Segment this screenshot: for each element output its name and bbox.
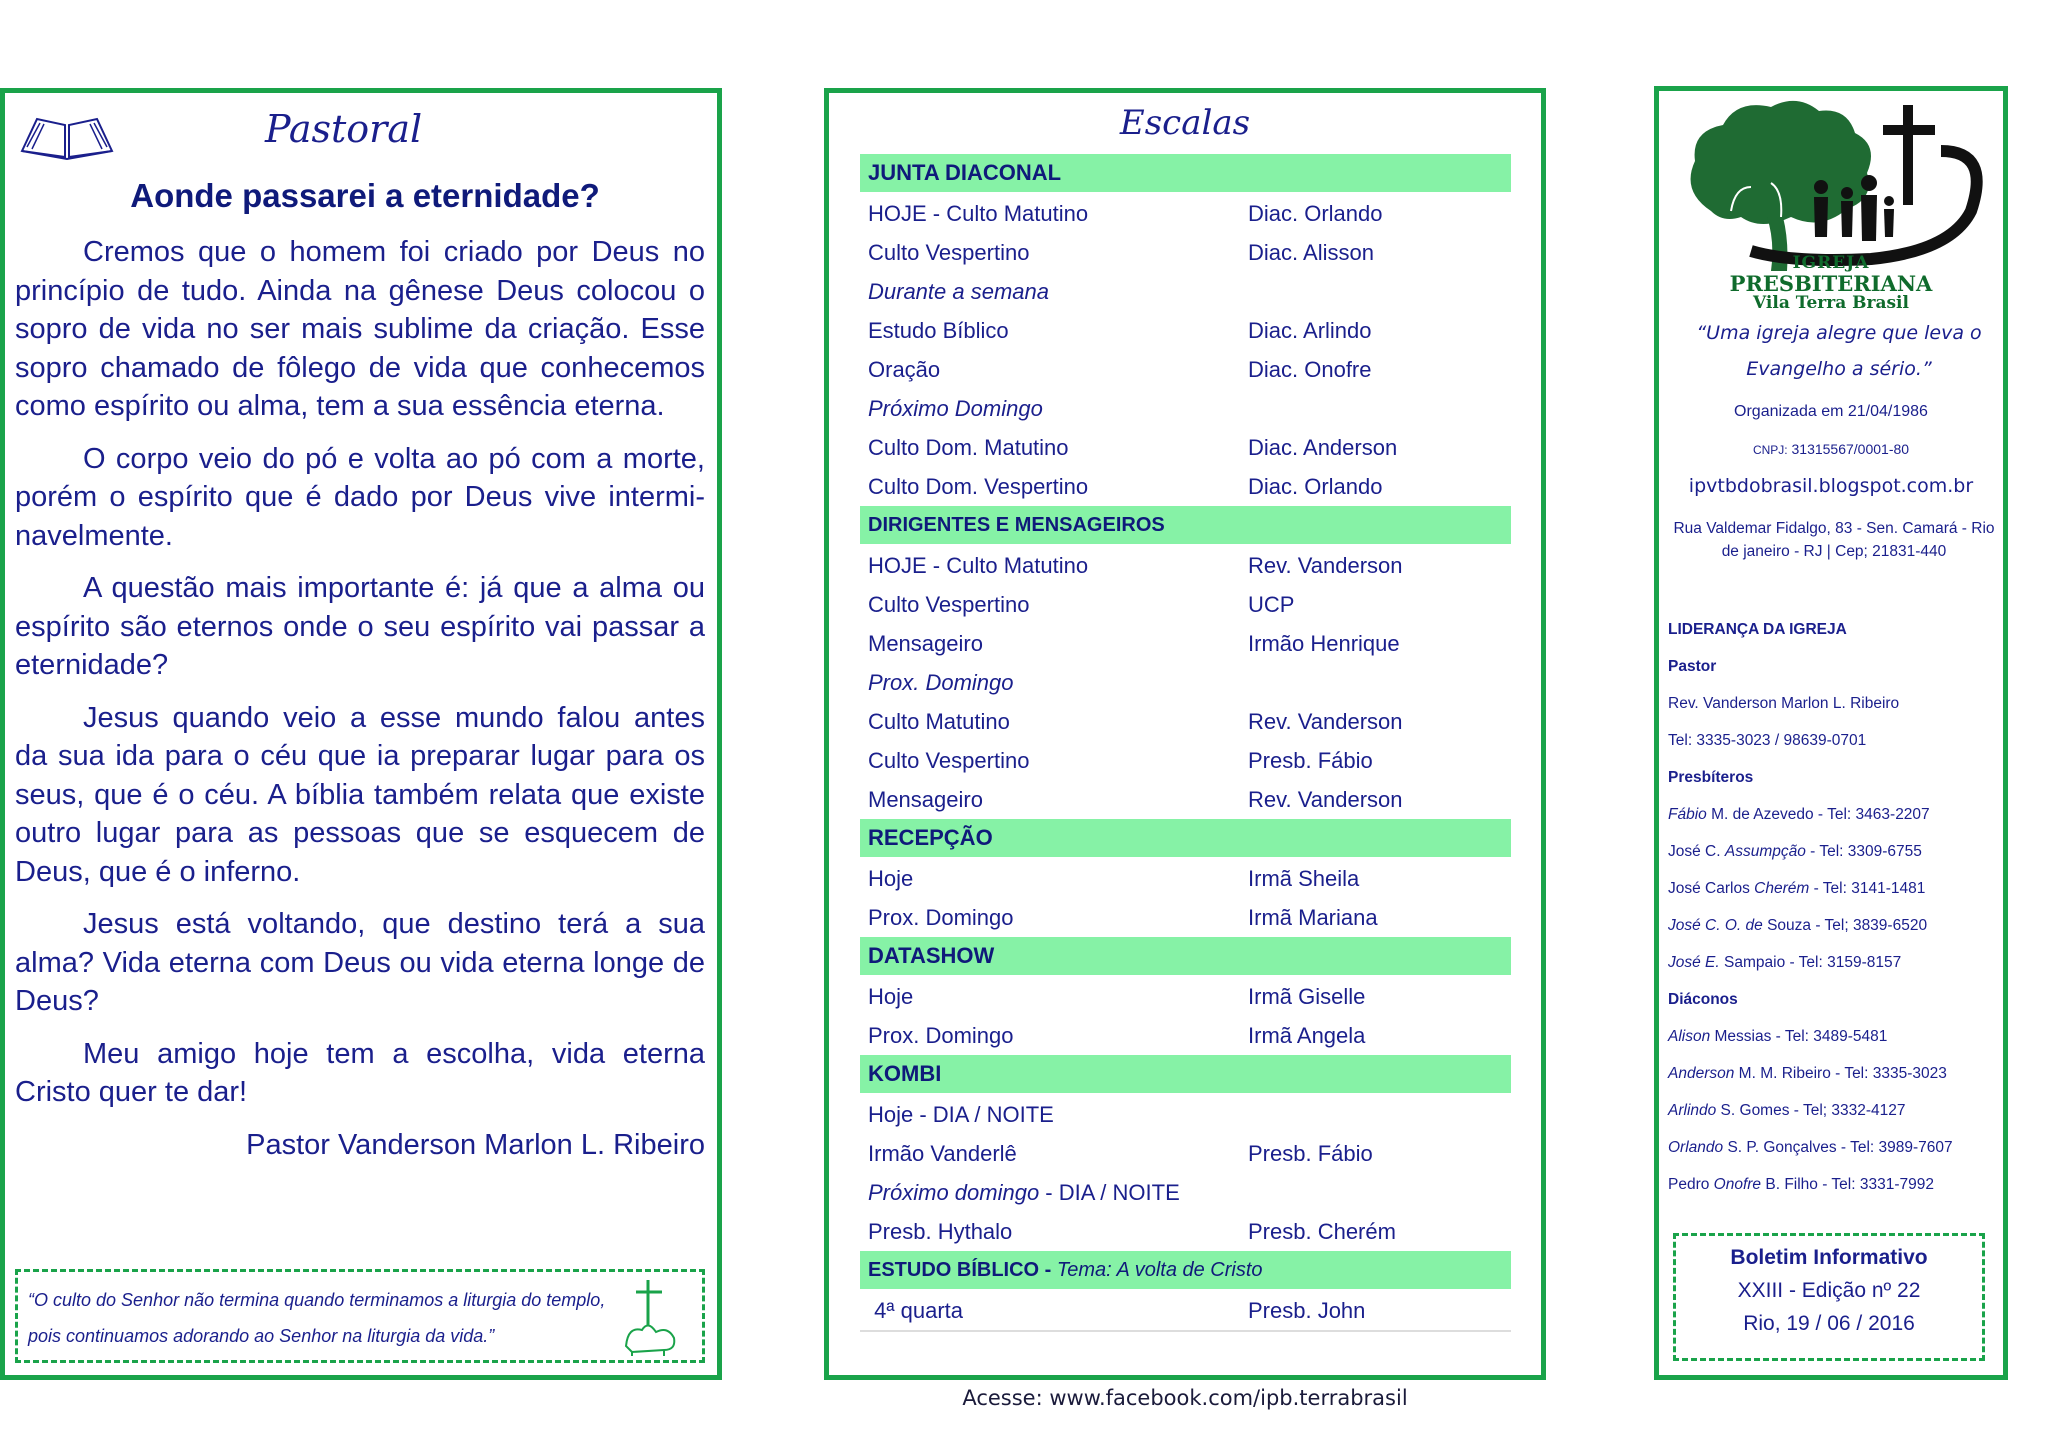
list-item: Alison Messias - Tel: 3489-5481 [1668, 1028, 1888, 1045]
article-paragraph: A questão mais importante é: já que a alma ou espírito são eternos onde o seu espírito vai passar a eternidade? [15, 572, 705, 681]
bulletin-info-box [1673, 1233, 1985, 1361]
table-row: 4ª quarta Presb. John [860, 1291, 1511, 1332]
article-body [15, 233, 705, 1178]
table-row: Mensageiro Irmão Henrique [868, 631, 1400, 656]
table-row: Estudo Bíblico Diac. Arlindo [868, 318, 1372, 343]
table-row: Durante a semana [868, 279, 1049, 304]
list-item: José C. Assumpção - Tel: 3309-6755 [1668, 843, 1922, 860]
logo-text-igreja: IGREJA [1792, 253, 1870, 273]
church-motto: “Uma igreja alegre que leva o Evangelho a sério.” [1696, 322, 1982, 380]
article-paragraph: Jesus quando veio a esse mundo falou antes da sua ida para o céu que ia preparar lugar para os seus, que é o céu. A bíblia também relata que existe outro lugar para as pessoas que se esquecem de Deus, que é o inferno. [15, 701, 705, 888]
article-paragraph: Meu amigo hoje tem a escolha, vida eterna Cristo quer te dar! [15, 1037, 705, 1108]
table-row: Hoje Irmã Sheila [868, 866, 1360, 891]
pastoral-panel [0, 88, 722, 1380]
table-row: HOJE - Culto Matutino Rev. Vanderson [868, 553, 1403, 578]
section-header-kombi: KOMBI [860, 1055, 1511, 1093]
list-item: Arlindo S. Gomes - Tel; 3332-4127 [1668, 1102, 1906, 1119]
table-row: HOJE - Culto Matutino Diac. Orlando [868, 201, 1383, 226]
list-item: Orlando S. P. Gonçalves - Tel: 3989-7607 [1668, 1139, 1953, 1156]
leadership-title: LIDERANÇA DA IGREJA [1668, 621, 1847, 638]
table-row: Culto Dom. Vespertino Diac. Orlando [868, 474, 1383, 499]
section-header-datashow: DATASHOW [860, 937, 1511, 975]
open-book-icon [17, 111, 117, 161]
section-header-estudo: ESTUDO BÍBLICO - Tema: A volta de Cristo [860, 1251, 1511, 1289]
escalas-panel [824, 88, 1546, 1380]
list-item: Pedro Onofre B. Filho - Tel: 3331-7992 [1668, 1176, 1934, 1193]
bulletin-date: Rio, 19 / 06 / 2016 [1743, 1312, 1915, 1335]
article-paragraph: Jesus está voltando, que destino terá a sua alma? Vida eterna com Deus ou vida eterna longe de Deus? [15, 908, 705, 1017]
liturgy-quote-box [15, 1269, 705, 1363]
article-paragraph: O corpo veio do pó e volta ao pó com a morte, porém o espírito que é dado por Deus vive intermi-navelmente. [15, 442, 705, 552]
table-row: Presb. Hythalo Presb. Cherém [868, 1219, 1396, 1244]
list-item: José Carlos Cherém - Tel: 3141-1481 [1668, 880, 1926, 897]
table-row: Culto Vespertino Presb. Fábio [868, 748, 1373, 773]
presbiteros-label: Presbíteros [1668, 769, 1754, 786]
pastor-tel: Tel: 3335-3023 / 98639-0701 [1668, 732, 1867, 749]
facebook-link[interactable]: Acesse: www.facebook.com/ipb.terrabrasil [962, 1386, 1408, 1410]
cross-lamb-icon [618, 1276, 684, 1358]
organized-date: Organizada em 21/04/1986 [1734, 403, 1928, 420]
liturgy-quote: “O culto do Senhor não termina quando terminamos a liturgia do templo, pois continuamos adorando ao Senhor na liturgia da vida.” [28, 1290, 606, 1346]
table-row: Hoje - DIA / NOITE [868, 1102, 1054, 1127]
leadership-list [1668, 611, 2008, 1203]
table-row: Culto Matutino Rev. Vanderson [868, 709, 1403, 734]
table-row: Prox. Domingo Irmã Angela [868, 1023, 1366, 1048]
logo-text-vila: Vila Terra Brasil [1753, 293, 1909, 313]
pastor-name: Rev. Vanderson Marlon L. Ribeiro [1668, 695, 1900, 712]
pastor-label: Pastor [1668, 658, 1717, 675]
pastoral-title: Pastoral [265, 107, 423, 151]
table-row: Culto Dom. Matutino Diac. Anderson [868, 435, 1398, 460]
section-header-recepcao: RECEPÇÃO [860, 819, 1511, 857]
article-paragraph: Cremos que o homem foi criado por Deus no princípio de tudo. Ainda na gênese Deus colocou o sopro de vida no ser mais sublime da criação. Esse sopro chamado de fôlego de vida que conhecemos como espírito ou alma, tem a sua essência eterna. [15, 236, 705, 422]
schedule-table [860, 154, 1511, 1332]
article-signature: Pastor Vanderson Marlon L. Ribeiro [246, 1128, 705, 1161]
table-row: Prox. Domingo Irmã Mariana [868, 905, 1378, 930]
table-row: Hoje Irmã Giselle [868, 984, 1366, 1009]
list-item: Fábio M. de Azevedo - Tel: 3463-2207 [1668, 806, 1930, 823]
list-item: Anderson M. M. Ribeiro - Tel: 3335-3023 [1668, 1065, 1947, 1082]
table-row: Irmão Vanderlê Presb. Fábio [868, 1141, 1373, 1166]
list-item: José C. O. de Souza - Tel; 3839-6520 [1668, 917, 1928, 934]
table-row: Culto Vespertino UCP [868, 592, 1295, 617]
section-header-junta: JUNTA DIACONAL [860, 154, 1511, 192]
church-panel [1654, 86, 2008, 1380]
church-address: Rua Valdemar Fidalgo, 83 - Sen. Camará - Rio de janeiro - RJ | Cep; 21831-440 [1673, 520, 1995, 560]
table-row: Próximo domingo - DIA / NOITE [868, 1180, 1180, 1205]
cnpj: CNPJ: 31315567/0001-80 [1752, 441, 1910, 457]
blog-link[interactable]: ipvtbdobrasil.blogspot.com.br [1688, 475, 1974, 497]
article-heading: Aonde passarei a eternidade? [130, 177, 600, 214]
list-item: José E. Sampaio - Tel: 3159-8157 [1668, 954, 1902, 971]
table-row: Mensageiro Rev. Vanderson [868, 787, 1403, 812]
table-row: Oração Diac. Onofre [868, 357, 1372, 382]
section-header-dirigentes: DIRIGENTES E MENSAGEIROS [860, 506, 1511, 544]
logo-text-presbiteriana: PRESBITERIANA [1729, 271, 1933, 296]
escalas-title: Escalas [1119, 103, 1251, 143]
table-row: Próximo Domingo [868, 396, 1043, 421]
bulletin-edition: XXIII - Edição nº 22 [1737, 1279, 1921, 1302]
bulletin-title: Boletim Informativo [1730, 1246, 1928, 1269]
table-row: Culto Vespertino Diac. Alisson [868, 240, 1374, 265]
table-row: Prox. Domingo [868, 670, 1014, 695]
diaconos-label: Diáconos [1668, 991, 1738, 1008]
